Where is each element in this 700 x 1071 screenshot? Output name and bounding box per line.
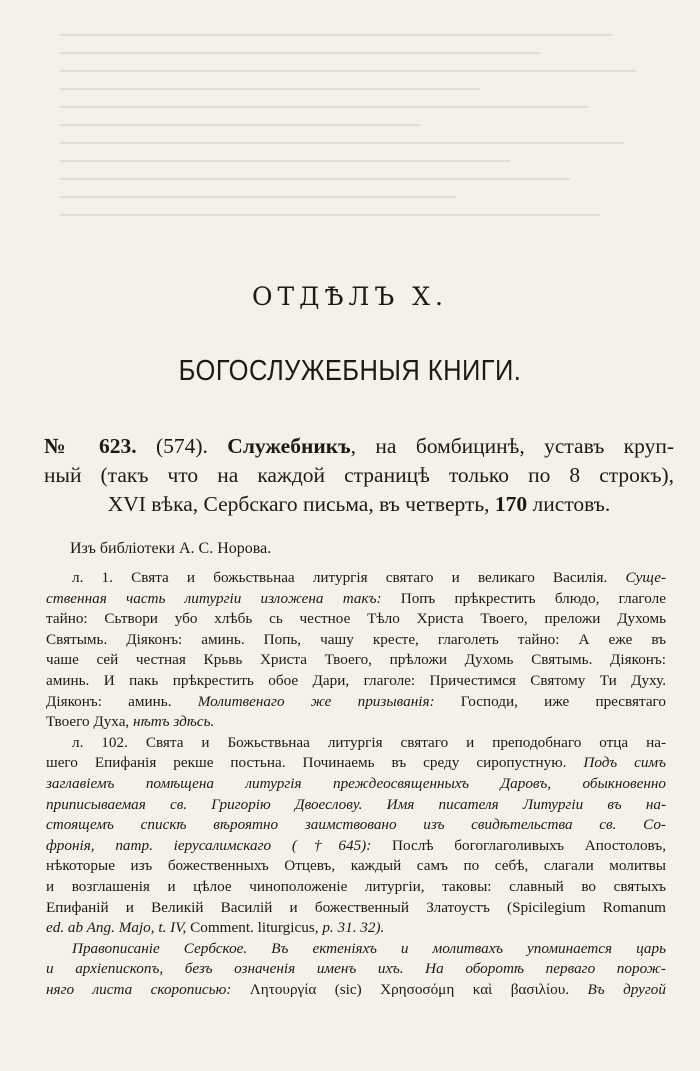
text-line xyxy=(46,815,666,836)
italic-run: ed. ab Ang. Majo, t. IV, xyxy=(46,919,187,937)
italic-run: няго листа скорописью: xyxy=(46,980,232,998)
entry-desc-3b: листовъ. xyxy=(532,492,611,516)
text-line xyxy=(46,692,666,713)
text-run: и возглашенія и цѣлое чинопoложеніе литургіи, таковы: славный во святыхъ xyxy=(46,877,666,895)
entry-body xyxy=(46,568,666,1000)
entry-desc-3a: XVI вѣка, Сербскаго письма, въ четверть, xyxy=(107,492,490,516)
text-line xyxy=(46,918,666,939)
text-line xyxy=(46,939,666,960)
paragraph-2 xyxy=(46,733,666,939)
text-line xyxy=(46,898,666,919)
text-line xyxy=(46,856,666,877)
italic-run: фронія, патр. іерусалимскаго (†645): xyxy=(46,836,372,854)
text-run: Господи, иже пресвятаго xyxy=(434,692,667,710)
italic-run: Суще- xyxy=(625,569,666,586)
text-run: л. 102. Свята и Божьствьнаа литургія святаго и преподобнаго отца на- xyxy=(72,733,666,751)
text-run: чаше сей честная Крьвь Христа Твоего, прѣложи Духомь Святымь. Діяконъ: xyxy=(46,651,666,669)
italic-run: Молитвенаго же призыванія: xyxy=(197,692,435,710)
text-run: шего Епифанія рекше постьна. Починаемь въ среду сиропустную. xyxy=(46,754,584,772)
italic-run: заглавіемъ помѣщена литургія преждеосвященныхъ Даровъ, обыкновенно xyxy=(46,774,666,792)
show-through-text xyxy=(60,18,660,248)
text-line xyxy=(46,733,666,754)
text-line xyxy=(46,650,666,671)
italic-run: и архіепископъ, безъ означенія именъ ихъ. На оборотѣ перваго порож- xyxy=(46,960,666,978)
text-line xyxy=(46,980,666,1001)
text-line xyxy=(46,774,666,795)
italic-run: ственная часть литургіи изложена такъ: xyxy=(46,589,382,607)
entry-old-number: (574). xyxy=(155,434,208,458)
text-run: нѣкоторые изъ божественныхъ Отцевъ, каждый самъ по себѣ, слагали молитвы xyxy=(46,857,666,875)
provenance-line: Изъ библіотеки А. С. Норова. xyxy=(70,540,272,557)
paragraph-3 xyxy=(46,939,666,1001)
text-run: Послѣ богоглаголивыхъ Апостоловъ, xyxy=(371,836,667,854)
text-run: аминь. И пакь прѣкрестить обое Дари, глаголе: Причестимся Святому Ти Духу. xyxy=(46,671,666,689)
text-run: тайно: Сьтвори убо хлѣбь сь честное Тѣло Христа Твоего, преложи Духомь xyxy=(46,610,666,628)
entry-title: Служебникъ xyxy=(227,434,351,458)
text-line xyxy=(46,568,666,589)
italic-run: нѣтъ здѣсь. xyxy=(133,713,215,731)
text-line xyxy=(46,630,666,651)
entry-number: № 623. xyxy=(44,434,137,458)
italic-run: приписываемая св. Григорію Двоеслову. Имя писателя Литургіи въ на- xyxy=(46,795,666,813)
text-run: Comment. liturgicus, xyxy=(186,919,323,937)
text-run: Твоего Духа, xyxy=(46,713,134,731)
text-line xyxy=(46,877,666,898)
catalog-entry-header xyxy=(44,432,674,519)
text-run: Святымь. Діяконъ: аминь. Попь, чашу кресте, глаголеть тайно: А еже въ xyxy=(46,630,666,648)
section-title: ОТДѢЛЪ X. xyxy=(252,282,448,311)
italic-run: Подъ симъ xyxy=(583,754,666,772)
entry-desc-2: ный (такъ что на каждой страницѣ только по 8 строкъ), xyxy=(44,463,674,487)
text-line xyxy=(46,959,666,980)
text-run: Λητουργία (sic) Χρησοσόμη καὶ βασιλίου. xyxy=(231,980,588,998)
text-line xyxy=(46,836,666,857)
text-run: Попъ прѣкрестить блюдо, глаголе xyxy=(381,589,666,607)
text-line xyxy=(46,609,666,630)
chapter-heading: БОГОСЛУЖЕБНЫЯ КНИГИ. xyxy=(178,355,522,387)
text-line xyxy=(46,589,666,610)
entry-desc-1: , на бомбицинѣ, уставъ круп- xyxy=(350,434,675,458)
italic-run: p. 31. 32). xyxy=(322,919,385,937)
text-run: Епифаній и Великій Василій и божественный Златоустъ (Spicilegium Romanum xyxy=(46,898,666,916)
text-line xyxy=(46,671,666,692)
paragraph-1 xyxy=(46,568,666,733)
italic-run: стоящемъ спискѣ вѣроятно заимствовано изъ свидѣтельства св. Со- xyxy=(46,816,666,834)
text-line xyxy=(46,795,666,816)
text-line xyxy=(46,753,666,774)
text-run: л. 1. Свята и божьствьнаа литургія святаго и великаго Василія. xyxy=(72,569,626,586)
italic-run: Въ другой xyxy=(587,980,666,998)
italic-run: Правописаніе Сербское. Въ ектеніяхъ и молитвахъ упоминается царь xyxy=(72,939,666,957)
text-line xyxy=(46,712,666,733)
entry-leaf-count: 170 xyxy=(494,492,528,516)
text-run: Діяконъ: аминь. xyxy=(46,692,198,710)
